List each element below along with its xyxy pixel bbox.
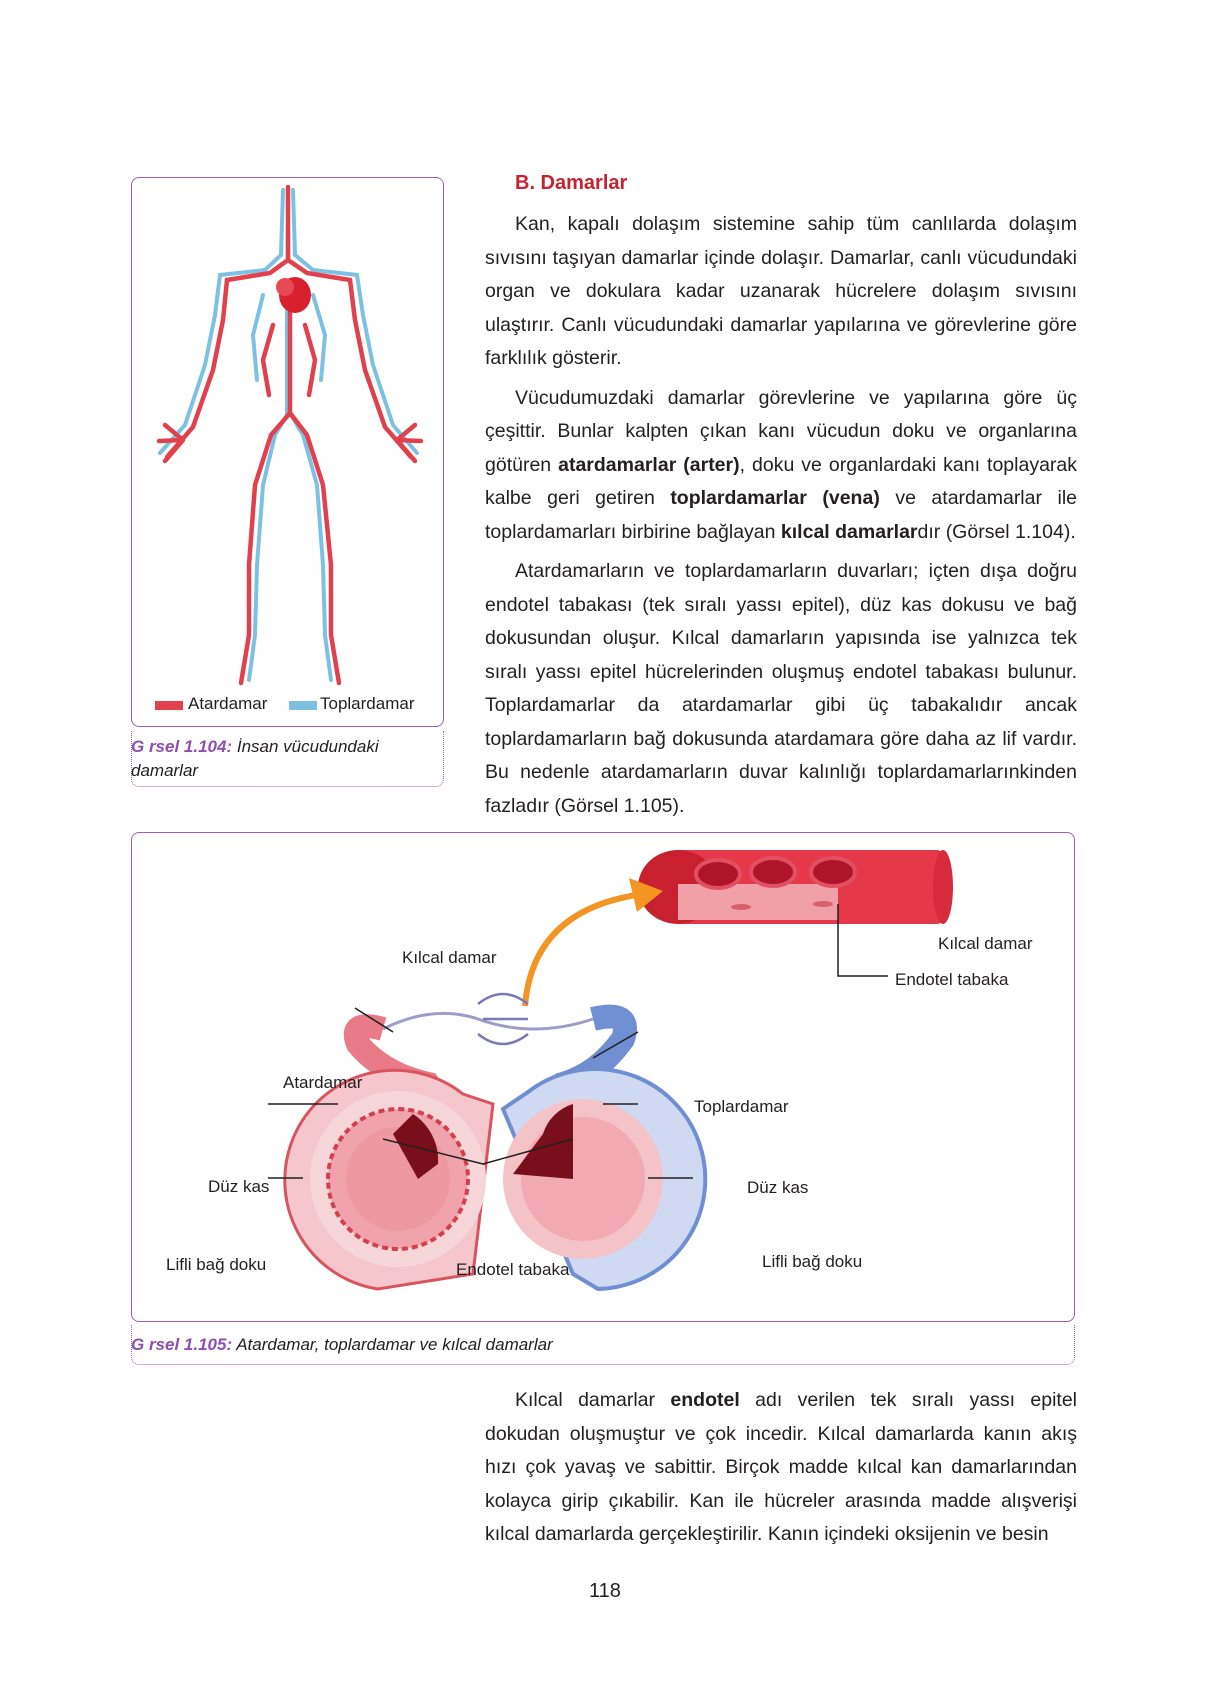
p2-text-c: , doku ve organlardaki kanı toplayarak kalbe geri getiren: [485, 453, 1078, 509]
figure-2-caption-text: Atardamar, toplardamar ve kılcal damarlar: [232, 1335, 553, 1354]
label-fibrous-tissue-left: Lifli bağ doku: [166, 1255, 267, 1274]
circulatory-body-illustration: [145, 185, 435, 695]
term-artery: atardamarlar (arter): [558, 453, 740, 476]
figure-2-caption-label: G rsel 1.105:: [131, 1335, 233, 1354]
label-vein: Toplardamar: [694, 1097, 789, 1116]
legend-artery-label: Atardamar: [188, 694, 268, 713]
term-vein: toplardamarlar (vena): [670, 487, 880, 509]
paragraph-1: Kan, kapalı dolaşım sistemine sahip tüm canlılarda dolaşım sıvısını taşıyan damarlar içinde dolaşır. Damarlar, canlı vücudundaki organ ve dokulara kadar uzanarak hücrelere dolaşım sıvısını ulaştırır. Canlı vücudundaki damarlar yapılarına ve görevlerine göre farklılık gösterir.: [485, 213, 1077, 369]
page-number: 118: [589, 1580, 621, 1602]
figure-1-caption: [131, 735, 431, 783]
label-artery: Atardamar: [283, 1073, 363, 1092]
p2-text-a: Vücudumuzdaki damarlar görevlerine ve yapılarına göre üç çeşittir. Bunlar kalpten çıkan kanı vücudun doku ve organlarına götüren: [485, 386, 1077, 476]
p4-text-c: adı verilen tek sıralı yassı epitel dokudan oluşmuştur ve çok incedir. Kılcal damarlarda kanın akış hızı çok yavaş ve sabittir. Birçok madde kılcal kan damarlarından kolayca girip çıkabilir. Kan ile hücreler arasında madde alışverişi kılcal damarlarda gerçekleştirilir. Kanın içindeki oksijenin ve besin: [485, 1389, 1077, 1545]
section-body: [485, 208, 1077, 823]
p4-text-a: Kılcal damarlar: [515, 1389, 671, 1411]
vessel-structure-illustration: [133, 834, 1073, 1320]
label-smooth-muscle-left: Düz kas: [208, 1177, 270, 1196]
label-fibrous-tissue-right: Lifli bağ doku: [762, 1252, 863, 1271]
label-capillary-left: Kılcal damar: [402, 948, 497, 967]
section-heading: B. Damarlar: [515, 172, 628, 194]
paragraph-3: Atardamarların ve toplardamarların duvarları; içten dışa doğru endotel tabakası (tek sıralı yassı epitel), düz kas dokusu ve bağ dokusundan oluşur. Kılcal damarların yapısında ise yalnızca tek sıralı yassı epitel hücrelerinden oluşmuş endotel tabakası bulunur. Toplardamarlar da atardamarlar gibi üç tabakalıdır ancak toplardamarların bağ dokusunda atardamara göre daha az lif vardır. Bu nedenle atardamarların duvar kalınlığı toplardamarlarınkinden fazladır (Görsel 1.105).: [485, 560, 1077, 817]
figure-1-caption-label: G rsel 1.104:: [131, 737, 233, 756]
figure-2-caption: [131, 1333, 553, 1357]
p2-text-e: dır (Görsel 1.104).: [917, 520, 1076, 543]
label-endothelium-bottom: Endotel tabaka: [456, 1260, 570, 1279]
paragraph-4: [485, 1384, 1077, 1552]
paragraph-2: [485, 382, 1077, 550]
figure-1-caption-text: İnsan vücudundaki damarlar: [131, 737, 379, 780]
artery-cross-section: [285, 1070, 493, 1289]
bottom-body: [485, 1384, 1077, 1552]
label-smooth-muscle-right: Düz kas: [747, 1178, 809, 1197]
vein-cross-section: [503, 1069, 705, 1289]
legend-vein-swatch: [289, 701, 317, 710]
term-endothelium: endotel: [670, 1389, 740, 1411]
p2-text-d: ve atardamarlar ile toplardamarları birbirine bağlayan: [485, 487, 1078, 543]
term-capillary: kılcal damarlar: [780, 520, 918, 543]
label-endothelium-top: Endotel tabaka: [895, 970, 1009, 989]
legend-vein-label: Toplardamar: [320, 694, 415, 713]
legend-artery-swatch: [155, 701, 183, 710]
label-capillary-right: Kılcal damar: [938, 934, 1033, 953]
